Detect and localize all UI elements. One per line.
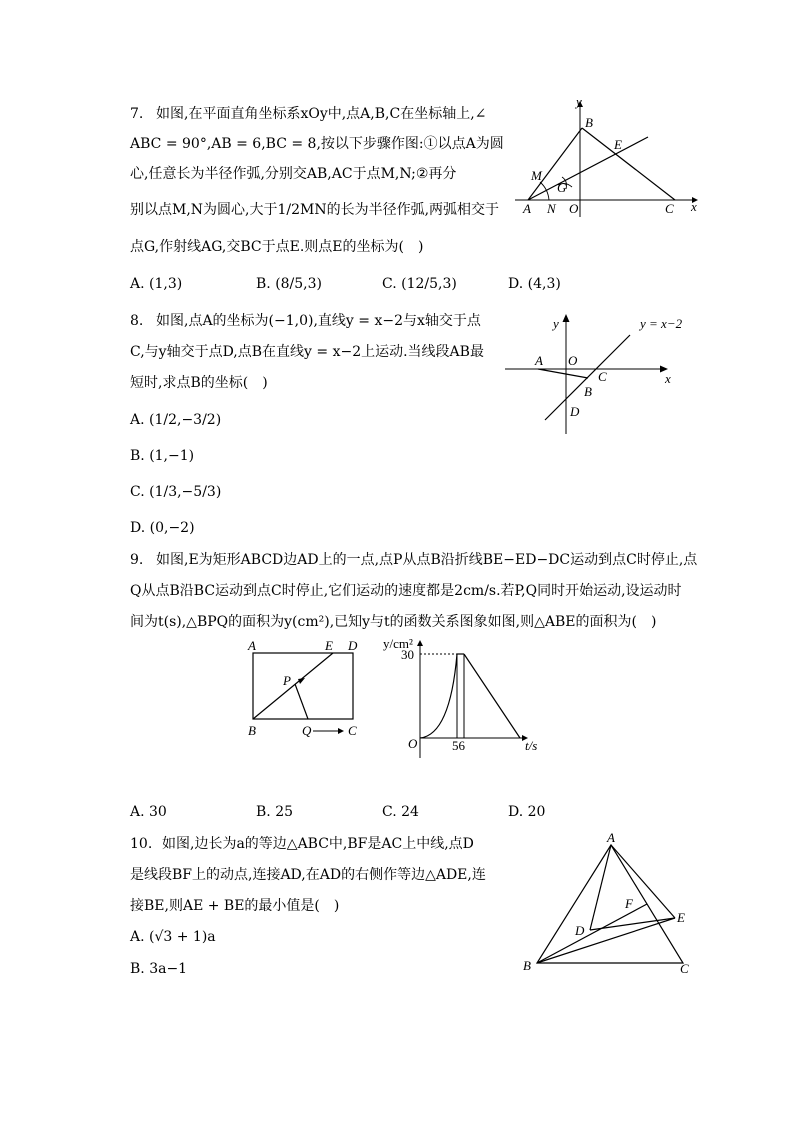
q8-label-d: D — [570, 404, 580, 419]
q9-label-30: 30 — [401, 647, 414, 662]
q8-line-3: 短时,求点B的坐标( ) — [130, 375, 268, 391]
q9-segment-pq — [295, 684, 308, 719]
q9-rectangle-abcd — [253, 653, 353, 719]
q10-label-b: B — [523, 958, 531, 973]
q9-graph-figure — [375, 630, 555, 760]
q9-descent — [464, 654, 520, 738]
q7-label-c: C — [665, 201, 674, 216]
q7-number: 7. — [130, 106, 144, 122]
q8-option-c: C. (1/3,−5/3) — [130, 484, 222, 500]
q7-line-2: ABC = 90°,AB = 6,BC = 8,按以下步骤作图:①以点A为圆 — [130, 136, 504, 152]
q7-label-n: N — [547, 201, 556, 216]
q10-segment-ae — [611, 845, 675, 918]
q9-number: 9. — [130, 552, 144, 568]
q9-label-y-axis: y/cm² — [383, 636, 413, 651]
q10-option-a: A. (√3 + 1)a — [130, 929, 216, 945]
q9-p-arrow — [298, 678, 305, 684]
q7-ray-ag — [528, 137, 648, 200]
q8-label-a: A — [535, 353, 543, 368]
q8-label-x: x — [665, 371, 671, 386]
q7-line-3: 心,任意长为半径作弧,分别交AB,AC于点M,N;②再分 — [130, 166, 457, 182]
q8-label-y: y — [553, 316, 559, 331]
q8-figure — [500, 310, 700, 440]
q9-label-ticks: 56 — [452, 738, 465, 753]
q9-label-e: E — [325, 638, 333, 653]
q10-line-3: 接BE,则AE + BE的最小值是( ) — [130, 898, 340, 914]
q10-label-f: F — [625, 896, 633, 911]
q7-label-a: A — [523, 201, 531, 216]
q9-rectangle-figure — [240, 635, 370, 745]
q9-curve — [420, 654, 457, 738]
q10-label-d: D — [575, 923, 585, 938]
q7-option-c: C. (12/5,3) — [382, 276, 457, 292]
q9-option-b: B. 25 — [256, 804, 294, 820]
q8-line-1: 如图,点A的坐标为(−1,0),直线y = x−2与x轴交于点 — [156, 313, 481, 329]
q7-label-o: O — [569, 201, 579, 216]
q9-label-o: O — [408, 736, 418, 751]
q7-line-4: 别以点M,N为圆心,大于1/2MN的长为半径作弧,两弧相交于 — [130, 202, 500, 218]
q8-number: 8. — [130, 313, 144, 329]
q8-label-b: B — [584, 384, 592, 399]
q8-option-a: A. (1/2,−3/2) — [130, 412, 222, 428]
q8-label-c: C — [598, 369, 607, 384]
q10-line-1: 如图,边长为a的等边△ABC中,BF是AC上中线,点D — [162, 836, 474, 852]
q9-label-q: Q — [302, 723, 312, 738]
q8-line-2: C,与y轴交于点D,点B在直线y = x−2上运动.当线段AB最 — [130, 344, 484, 360]
q8-label-o: O — [568, 353, 578, 368]
q9-line-3: 间为t(s),△BPQ的面积为y(cm²),已知y与t的函数关系图象如图,则△ABE的面积为( ) — [130, 614, 657, 630]
q9-line-2: Q从点B沿BC运动到点C时停止,它们运动的速度都是2cm/s.若P,Q同时开始运动,设运动时 — [130, 583, 682, 599]
q9-option-d: D. 20 — [508, 804, 546, 820]
q7-label-g: G — [557, 180, 567, 195]
q7-line-1: 如图,在平面直角坐标系xOy中,点A,B,C在坐标轴上,∠ — [156, 106, 487, 122]
q7-line-5: 点G,作射线AG,交BC于点E.则点E的坐标为( ) — [130, 239, 424, 255]
q7-label-b: B — [585, 115, 593, 130]
q9-label-c: C — [348, 723, 357, 738]
q9-option-c: C. 24 — [382, 804, 419, 820]
q9-q-arrow-head — [338, 728, 344, 734]
q8-option-d: D. (0,−2) — [130, 520, 195, 536]
q10-label-e: E — [677, 910, 685, 925]
q7-label-y: y — [576, 95, 582, 109]
q7-option-b: B. (8/5,3) — [256, 276, 323, 292]
q9-label-b: B — [248, 723, 256, 738]
q10-label-c: C — [680, 961, 689, 976]
q10-number: 10. — [130, 836, 153, 852]
q10-segment-be — [537, 918, 675, 963]
q8-option-b: B. (1,−1) — [130, 448, 195, 464]
q10-line-2: 是线段BF上的动点,连接AD,在AD的右侧作等边△ADE,连 — [130, 867, 486, 883]
q9-label-t-axis: t/s — [525, 738, 538, 753]
q9-option-a: A. 30 — [130, 804, 167, 820]
q10-figure — [515, 830, 700, 980]
q8-label-line: y = x−2 — [640, 316, 683, 331]
q8-segment-ab — [538, 369, 588, 378]
q9-line-1: 如图,E为矩形ABCD边AD上的一点,点P从点B沿折线BE−ED−DC运动到点C时停止,点 — [156, 552, 698, 568]
q10-label-a: A — [607, 830, 615, 845]
q9-label-a: A — [248, 638, 256, 653]
q7-option-a: A. (1,3) — [130, 276, 183, 292]
q7-label-e: E — [614, 137, 622, 152]
q7-figure — [510, 95, 700, 225]
q9-segment-be — [253, 653, 333, 719]
q10-segment-bf — [537, 904, 647, 963]
q10-option-b: B. 3a−1 — [130, 961, 188, 977]
q10-segment-ad — [590, 845, 611, 930]
q10-triangle-abc — [537, 845, 683, 963]
q7-segment-ab — [528, 128, 582, 200]
q8-y-arrow — [563, 314, 570, 322]
q7-option-d: D. (4,3) — [508, 276, 561, 292]
q9-label-d: D — [348, 638, 358, 653]
q7-label-x: x — [691, 199, 697, 214]
q9-label-p: P — [283, 673, 291, 688]
q9-y-arrow — [417, 640, 423, 646]
q7-label-m: M — [531, 168, 542, 183]
